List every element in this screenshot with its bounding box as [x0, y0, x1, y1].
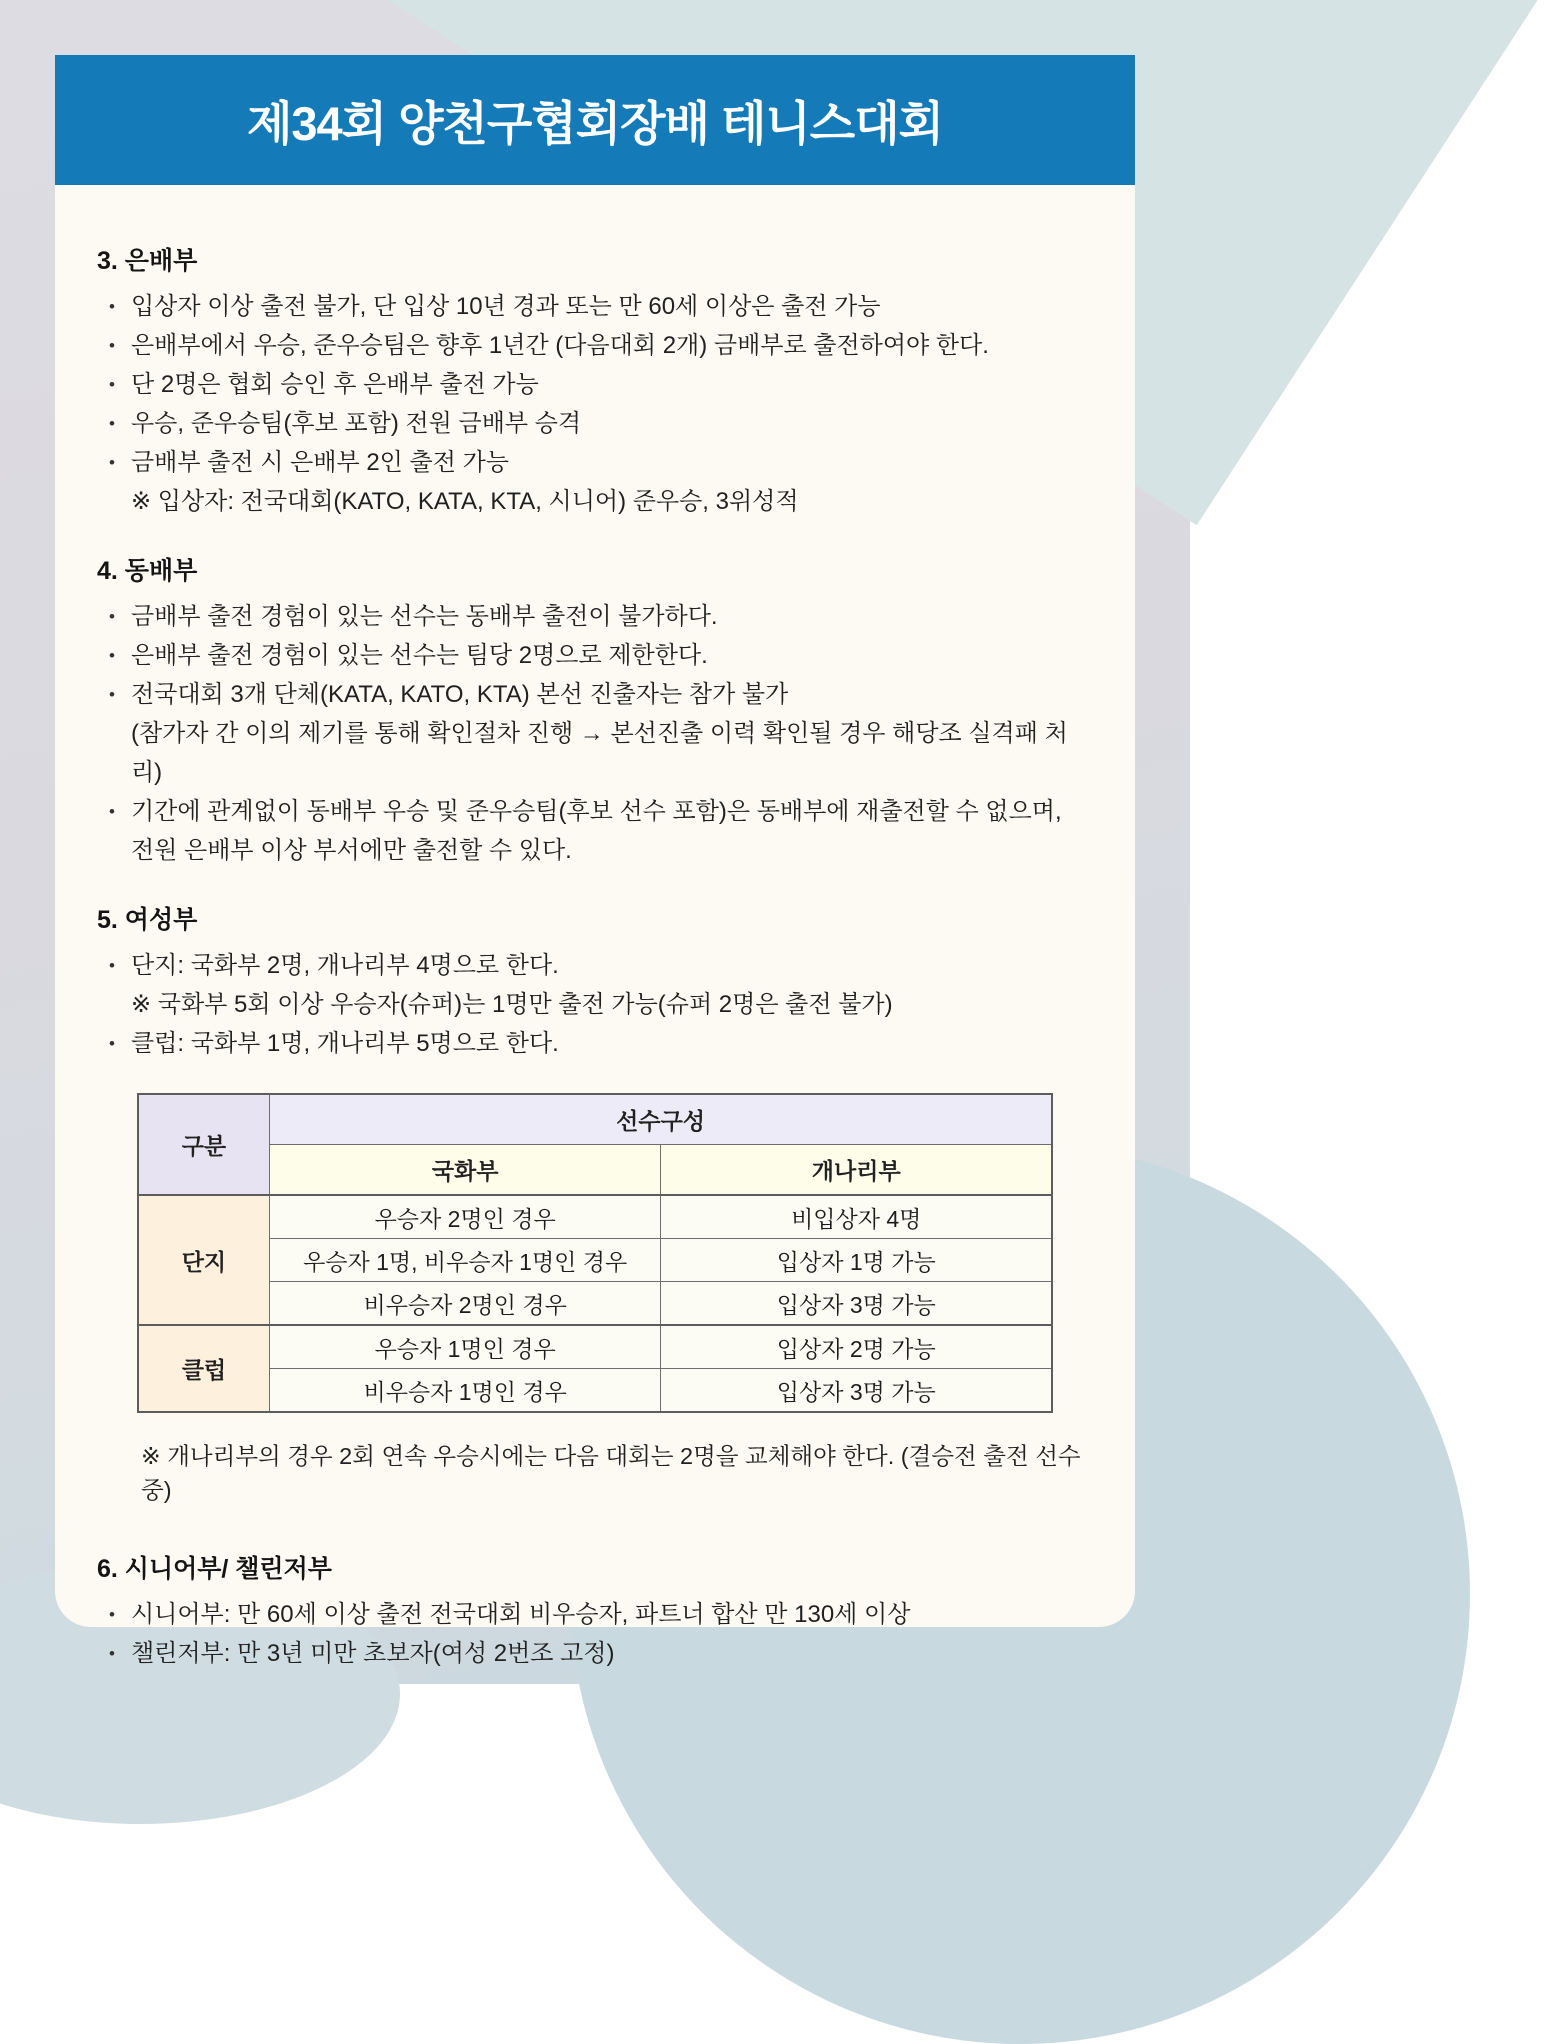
bullet-item: • 기간에 관계없이 동배부 우승 및 준우승팀(후보 선수 포함)은 동배부에 재출전할 수 없으며, — [97, 792, 1093, 831]
bullet-item: • 은배부에서 우승, 준우승팀은 향후 1년간 (다음대회 2개) 금배부로 출전하여야 한다. — [97, 326, 1093, 365]
table-cell: 비입상자 4명 — [661, 1195, 1052, 1239]
bullet-item: • 단지: 국화부 2명, 개나리부 4명으로 한다. — [97, 946, 1093, 985]
section-heading: 4. 동배부 — [97, 557, 198, 585]
table-cell: 입상자 3명 가능 — [661, 1369, 1052, 1413]
page-title: 제34회 양천구협회장배 테니스대회 — [246, 96, 944, 150]
note-line: ※ 국화부 5회 이상 우승자(슈퍼)는 1명만 출전 가능(슈퍼 2명은 출전 불가) — [131, 991, 893, 1018]
table-cell: 비우승자 1명인 경우 — [270, 1369, 661, 1413]
continuation-line: 전원 은배부 이상 부서에만 출전할 수 있다. — [131, 837, 572, 864]
table-column-header: 개나리부 — [661, 1145, 1052, 1196]
section-womens-division — [97, 900, 1093, 1063]
section-silver-division — [97, 241, 1093, 521]
table-cell: 비우승자 2명인 경우 — [270, 1282, 661, 1326]
table-cell: 입상자 2명 가능 — [661, 1325, 1052, 1369]
table-column-header: 국화부 — [270, 1145, 661, 1196]
table-row-group-label: 단지 — [138, 1195, 270, 1325]
section-heading: 3. 은배부 — [97, 247, 198, 275]
table-corner-header: 구분 — [138, 1094, 270, 1195]
bullet-item: • 은배부 출전 경험이 있는 선수는 팀당 2명으로 제한한다. — [97, 636, 1093, 675]
bullet-item: • 입상자 이상 출전 불가, 단 입상 10년 경과 또는 만 60세 이상은 출전 가능 — [97, 287, 1093, 326]
content-card — [55, 55, 1135, 1667]
table-cell: 우승자 2명인 경우 — [270, 1195, 661, 1239]
bullet-item: • 시니어부: 만 60세 이상 출전 전국대회 비우승자, 파트너 합산 만 130세 이상 — [97, 1595, 1093, 1634]
bullet-item: • 금배부 출전 시 은배부 2인 출전 가능 — [97, 443, 1093, 482]
bullet-item: • 클럽: 국화부 1명, 개나리부 5명으로 한다. — [97, 1024, 1093, 1063]
bullet-item: • 챌린저부: 만 3년 미만 초보자(여성 2번조 고정) — [97, 1634, 1093, 1673]
table-row-group-label: 클럽 — [138, 1325, 270, 1412]
section-heading: 5. 여성부 — [97, 906, 198, 934]
table-cell: 우승자 1명, 비우승자 1명인 경우 — [270, 1239, 661, 1282]
bullet-item: • 우승, 준우승팀(후보 포함) 전원 금배부 승격 — [97, 404, 1093, 443]
section-senior-challenger-division — [97, 1549, 1093, 1673]
table-cell: 우승자 1명인 경우 — [270, 1325, 661, 1369]
table-group-header: 선수구성 — [270, 1094, 1053, 1145]
table-footnote: ※ 개나리부의 경우 2회 연속 우승시에는 다음 대회는 2명을 교체해야 한다. (결승전 출전 선수 중) — [141, 1443, 1081, 1503]
section-bronze-division — [97, 551, 1093, 870]
bullet-item: • 단 2명은 협회 승인 후 은배부 출전 가능 — [97, 365, 1093, 404]
bullet-item: • 금배부 출전 경험이 있는 선수는 동배부 출전이 불가하다. — [97, 597, 1093, 636]
section-heading: 6. 시니어부/ 챌린저부 — [97, 1555, 332, 1583]
note-line: ※ 입상자: 전국대회(KATO, KATA, KTA, 시니어) 준우승, 3위성적 — [131, 488, 799, 515]
header-band — [55, 55, 1135, 185]
card-content — [55, 185, 1135, 1673]
table-cell: 입상자 1명 가능 — [661, 1239, 1052, 1282]
bullet-item: • 전국대회 3개 단체(KATA, KATO, KTA) 본선 진출자는 참가 불가 — [97, 675, 1093, 714]
players-composition-table — [137, 1093, 1053, 1413]
table-cell: 입상자 3명 가능 — [661, 1282, 1052, 1326]
continuation-line: (참가자 간 이의 제기를 통해 확인절차 진행 → 본선진출 이력 확인될 경우 해당조 실격패 처리) — [131, 720, 1068, 786]
